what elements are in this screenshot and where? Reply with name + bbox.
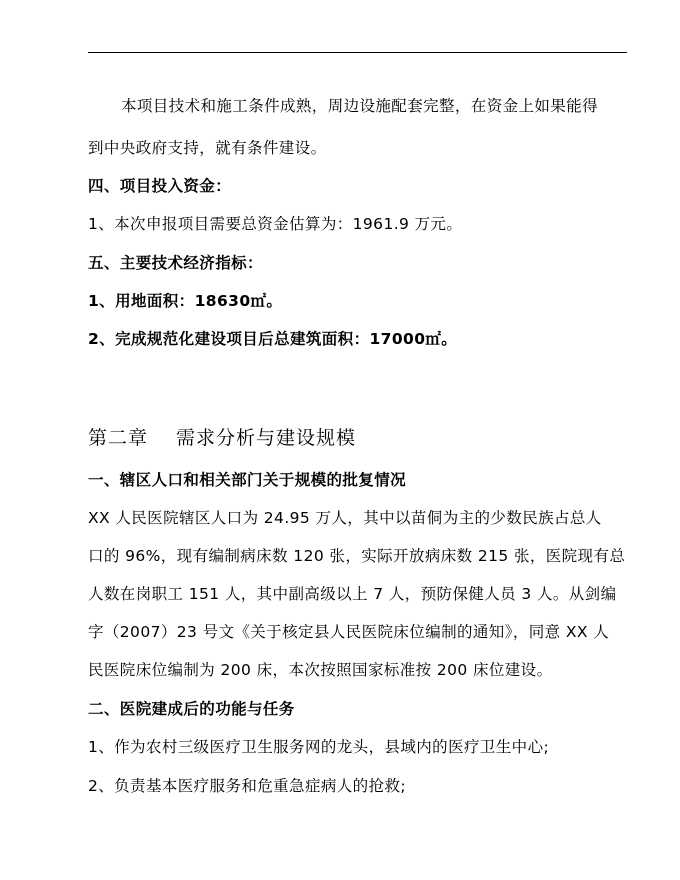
section-heading: 四、项目投入资金：	[88, 177, 232, 195]
list-item: 1、用地面积：18630㎡。	[88, 292, 283, 310]
list-item: 2、负责基本医疗服务和危重急症病人的抢救;	[88, 777, 406, 795]
subsection-heading: 一、辖区人口和相关部门关于规模的批复情况	[88, 471, 407, 489]
list-item: 1、作为农村三级医疗卫生服务网的龙头，县域内的医疗卫生中心;	[88, 738, 550, 756]
chapter-name: 需求分析与建设规模	[176, 427, 357, 449]
paragraph-line: 字（2007）23 号文《关于核定县人民医院床位编制的通知》，同意 XX 人	[88, 623, 610, 641]
subsection-heading: 二、医院建成后的功能与任务	[88, 700, 295, 718]
paragraph-line: 口的 96%，现有编制病床数 120 张，实际开放病床数 215 张，医院现有总	[88, 547, 626, 565]
paragraph-line: 到中央政府支持，就有条件建设。	[88, 139, 327, 157]
header-rule	[88, 52, 627, 53]
chapter-number: 第二章	[88, 427, 149, 449]
paragraph-line: 人数在岗职工 151 人，其中副高级以上 7 人，预防保健人员 3 人。从剑编	[88, 585, 617, 603]
chapter-title	[88, 426, 356, 450]
list-item: 2、完成规范化建设项目后总建筑面积：17000㎡。	[88, 330, 458, 348]
section-heading: 五、主要技术经济指标：	[88, 254, 263, 272]
paragraph-line: XX 人民医院辖区人口为 24.95 万人，其中以苗侗为主的少数民族占总人	[88, 509, 602, 527]
paragraph-line: 本项目技术和施工条件成熟，周边设施配套完整，在资金上如果能得	[121, 97, 599, 115]
paragraph-line: 民医院床位编制为 200 床，本次按照国家标准按 200 床位建设。	[88, 661, 553, 679]
list-item: 1、本次申报项目需要总资金估算为：1961.9 万元。	[88, 215, 463, 233]
